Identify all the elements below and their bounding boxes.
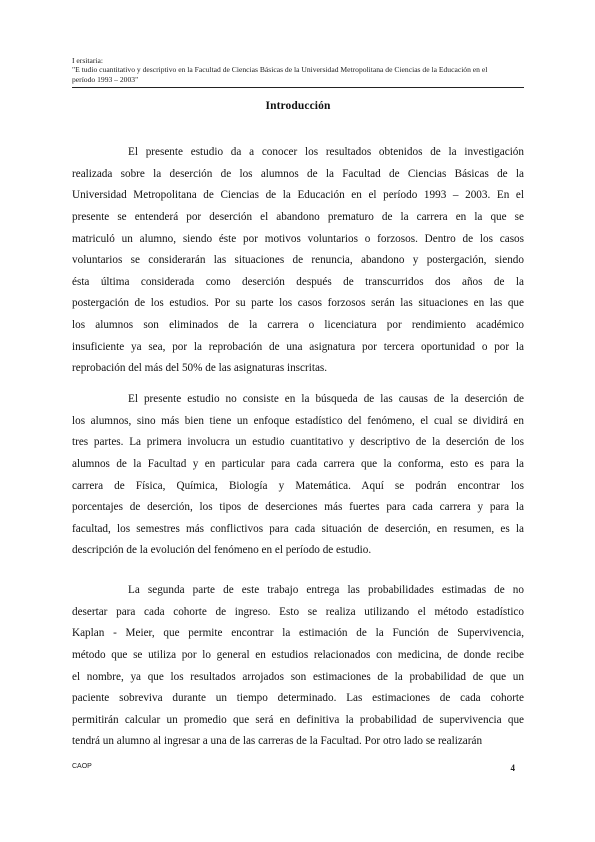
header-rule — [72, 87, 524, 88]
paragraph-2 — [72, 389, 524, 562]
paragraph-line: voluntarios se considerarán las situaciones de renuncia, abandono y postergación, siendo — [72, 254, 524, 267]
paragraph-line: presente se entenderá por deserción el abandono prematuro de la carrera en la que se — [72, 210, 524, 223]
paragraph-line: descripción de la evolución del fenómeno en el período de estudio. — [72, 544, 372, 557]
header-line-3: período 1993 – 2003" — [72, 74, 139, 84]
paragraph-line: El presente estudio no consiste en la búsqueda de las causas de la deserción de — [128, 393, 524, 405]
paragraph-line: carrera de Física, Química, Biología y Matemática. Aquí se podrán encontrar los — [72, 479, 524, 492]
paragraph-line: matriculó un alumno, siendo éste por motivos voluntarios o forzosos. Dentro de los casos — [72, 232, 524, 245]
paragraph-line: Kaplan - Meier, que permite encontrar la estimación de la Función de Supervivencia, — [72, 627, 524, 640]
header-line-1: I ersitaria: — [72, 56, 103, 65]
paragraph-line: alumnos de la Facultad y en particular para cada carrera que la conforma, esto es para la — [72, 457, 524, 470]
paragraph-line: realizada sobre la deserción de los alumnos de la Facultad de Ciencias Básicas de la — [72, 167, 524, 180]
paragraph-line: El presente estudio da a conocer los resultados obtenidos de la investigación — [128, 146, 524, 158]
paragraph-line: Universidad Metropolitana de Ciencias de la Educación en el período 1993 – 2003. En el — [72, 189, 524, 202]
paragraph-1 — [72, 142, 524, 380]
paragraph-3 — [72, 580, 524, 753]
paragraph-line: permitirán calcular un promedio que será en definitiva la probabilidad de supervivencia que — [72, 713, 524, 726]
paragraph-line: los alumnos, sino más bien tiene un enfoque estadístico del fenómeno, el cual se dividirá en — [72, 414, 524, 427]
paragraph-line: tendrá un alumno al ingresar a una de las carreras de la Facultad. Por otro lado se realizarán — [72, 735, 483, 748]
paragraph-line: los alumnos son eliminados de la carrera o licenciatura por rendimiento académico — [72, 319, 524, 332]
section-title: Introducción — [265, 100, 331, 112]
paragraph-line: tres partes. La primera involucra un estudio cuantitativo y descriptivo de la deserción de los — [72, 436, 524, 449]
paragraph-line: método que se utiliza por lo general en estudios relacionados con medicina, de donde recibe — [72, 648, 524, 661]
paragraph-line: reprobación del más del 50% de las asignaturas inscritas. — [72, 362, 328, 375]
running-header — [72, 56, 524, 84]
paragraph-line: La segunda parte de este trabajo entrega las probabilidades estimadas de no — [128, 584, 524, 596]
paragraph-line: insuficiente ya sea, por la reprobación de una asignatura por tercera oportunidad o por la — [72, 340, 524, 353]
footer-author: CAOP — [72, 763, 92, 770]
paragraph-line: paciente sobreviva durante un tiempo determinado. Las estimaciones de cada cohorte — [72, 692, 524, 705]
paragraph-line: postergación de los estudios. Por su parte los casos forzosos serán las situaciones en las que — [72, 297, 524, 310]
page-number: 4 — [510, 763, 515, 773]
paragraph-line: desertar para cada cohorte de ingreso. Esto se realiza utilizando el método estadístico — [72, 605, 524, 618]
paragraph-line: el nombre, ya que los resultados arrojados son estimaciones de la probabilidad de que un — [72, 670, 524, 683]
paragraph-line: ésta última considerada como deserción después de transcurridos dos años de la — [72, 275, 524, 288]
paragraph-line: porcentajes de deserción, los tipos de deserciones más fuertes para cada carrera y para la — [72, 501, 524, 514]
paragraph-line: facultad, los semestres más conflictivos para cada situación de deserción, en resumen, es la — [72, 522, 524, 535]
header-line-2: "E tudio cuantitativo y descriptivo en la Facultad de Ciencias Básicas de la Universidad Metropolitana de Ciencias de la Educación en el — [72, 65, 488, 75]
